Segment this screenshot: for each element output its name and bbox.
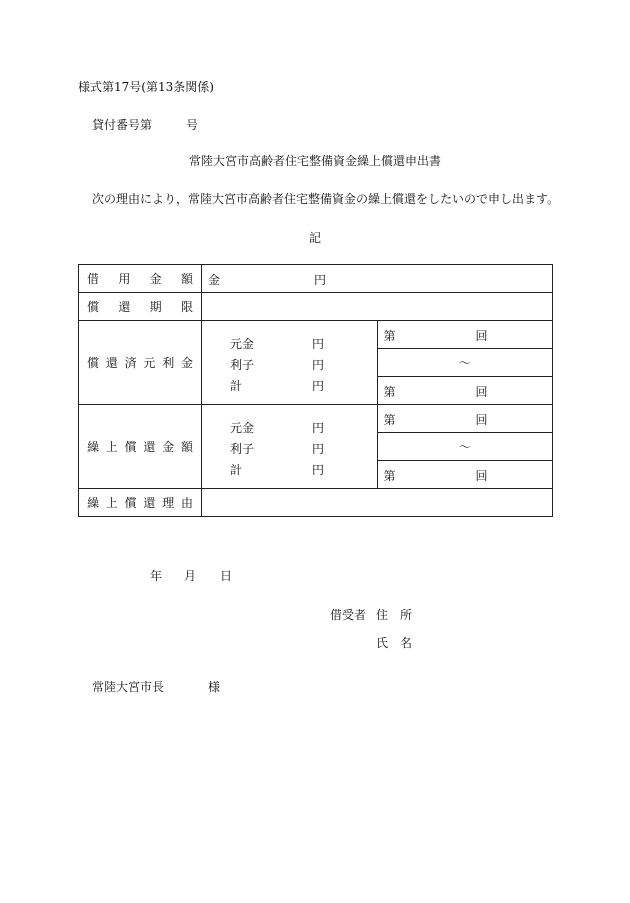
- intro-text: 次の理由により，常陸大宮市高齢者住宅整備資金の繰上償還をしたいので申し出ます。: [92, 192, 560, 206]
- form-number: 様式第17号(第13条関係): [78, 80, 214, 94]
- label-char: 償: [124, 496, 137, 510]
- mayor-label: 常陸大宮市長: [92, 680, 165, 694]
- row-repaid: [79, 321, 553, 349]
- label-char: 償: [87, 300, 100, 314]
- addressee: [92, 680, 221, 694]
- repaid-from-field[interactable]: [377, 321, 553, 349]
- label-char: 済: [124, 356, 137, 370]
- dai-label: 第: [383, 385, 396, 399]
- kai-label: 回: [475, 385, 488, 399]
- total-label: 計: [230, 463, 243, 477]
- early-range-separator: ～: [377, 433, 553, 461]
- principal-label: 元金: [230, 337, 255, 351]
- label-early-repayment: [79, 405, 202, 489]
- label-char: 還: [143, 440, 156, 454]
- label-reason: [79, 489, 202, 517]
- application-table: [78, 264, 553, 517]
- dai-label: 第: [383, 469, 396, 483]
- borrower-title: 借受者: [330, 608, 367, 622]
- yen-label: 円: [314, 273, 327, 287]
- address-label: 住 所: [376, 608, 413, 622]
- label-loan-amount: [79, 265, 202, 293]
- reason-field[interactable]: [202, 489, 553, 517]
- repayment-period-field[interactable]: [202, 293, 553, 321]
- kai-label: 回: [475, 329, 488, 343]
- label-char: 元: [143, 356, 156, 370]
- yen-label: 円: [312, 337, 325, 351]
- label-char: 理: [162, 496, 175, 510]
- borrower-name: 氏 名: [376, 636, 413, 650]
- early-breakdown[interactable]: [202, 405, 378, 489]
- label-char: 金: [149, 272, 162, 286]
- dai-label: 第: [383, 413, 396, 427]
- document-title: 常陸大宮市高齢者住宅整備資金繰上償還申出書: [188, 154, 441, 168]
- kin-label: 金: [208, 273, 221, 287]
- label-char: 額: [180, 440, 193, 454]
- label-char: 用: [118, 272, 131, 286]
- label-char: 限: [180, 300, 193, 314]
- yen-label: 円: [312, 442, 325, 456]
- interest-label: 利子: [230, 358, 255, 372]
- early-to-field[interactable]: [377, 461, 553, 489]
- year-label: 年: [150, 569, 163, 583]
- loan-number-prefix: 貸付番号第: [92, 118, 153, 132]
- yen-label: 円: [312, 421, 325, 435]
- label-char: 金: [180, 356, 193, 370]
- borrower-address: [330, 608, 413, 622]
- dai-label: 第: [383, 329, 396, 343]
- row-early: [79, 405, 553, 433]
- row-reason: [79, 489, 553, 517]
- month-label: 月: [184, 569, 197, 583]
- label-char: 金: [162, 440, 175, 454]
- label-char: 繰: [87, 440, 100, 454]
- label-char: 繰: [87, 496, 100, 510]
- repaid-range-separator: ～: [377, 349, 553, 377]
- label-char: 上: [105, 440, 118, 454]
- row-loan-amount: [79, 265, 553, 293]
- kai-label: 回: [475, 469, 488, 483]
- sama-label: 様: [208, 680, 221, 694]
- label-char: 償: [124, 440, 137, 454]
- day-label: 日: [220, 569, 233, 583]
- label-char: 償: [87, 356, 100, 370]
- label-char: 還: [143, 496, 156, 510]
- repaid-breakdown[interactable]: [202, 321, 378, 405]
- label-char: 由: [180, 496, 193, 510]
- label-char: 上: [105, 496, 118, 510]
- label-char: 還: [105, 356, 118, 370]
- yen-label: 円: [312, 463, 325, 477]
- repaid-to-field[interactable]: [377, 377, 553, 405]
- label-char: 還: [118, 300, 131, 314]
- label-char: 借: [87, 272, 100, 286]
- ki-heading: 記: [309, 231, 322, 245]
- label-char: 利: [162, 356, 175, 370]
- yen-label: 円: [312, 358, 325, 372]
- loan-number-suffix: 号: [186, 118, 199, 132]
- total-label: 計: [230, 379, 243, 393]
- kai-label: 回: [475, 413, 488, 427]
- principal-label: 元金: [230, 421, 255, 435]
- interest-label: 利子: [230, 442, 255, 456]
- label-repayment-period: [79, 293, 202, 321]
- loan-amount-field[interactable]: [202, 265, 553, 293]
- row-repayment-period: [79, 293, 553, 321]
- loan-number: [92, 118, 199, 132]
- label-repaid: [79, 321, 202, 405]
- yen-label: 円: [312, 379, 325, 393]
- label-char: 期: [149, 300, 162, 314]
- early-from-field[interactable]: [377, 405, 553, 433]
- label-char: 額: [180, 272, 193, 286]
